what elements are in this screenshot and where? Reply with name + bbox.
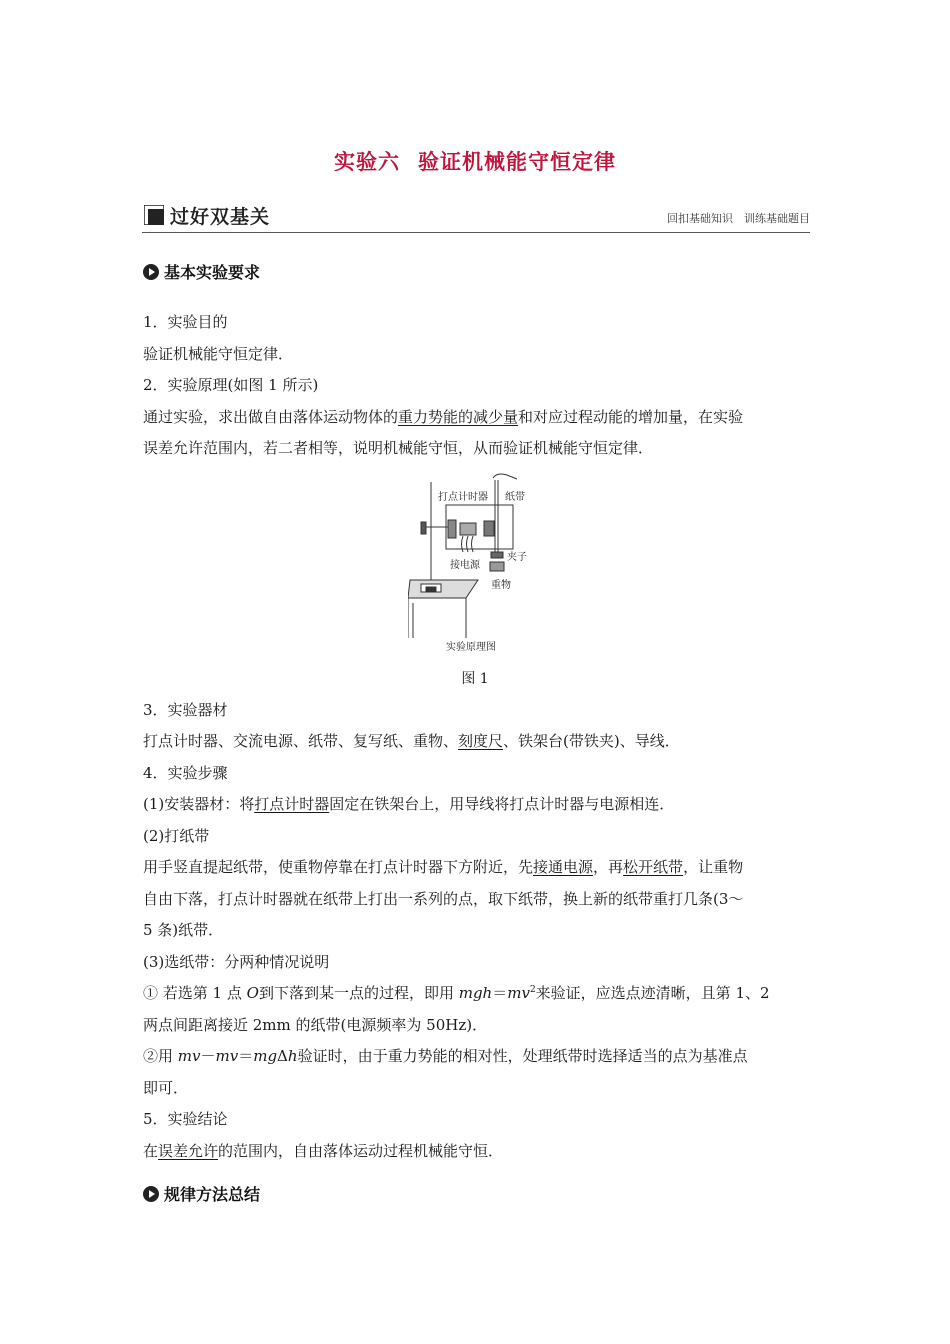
title-part-1: 实验六 [334, 150, 400, 174]
underlined-term: 刻度尺 [458, 732, 504, 750]
s2-title: 2．实验原理(如图 1 所示) [143, 376, 319, 394]
s1-title: 1．实验目的 [143, 313, 228, 331]
s1-text: 验证机械能守恒定律． [143, 345, 294, 363]
underlined-term: 误差允许 [158, 1142, 219, 1160]
subheading-basic-label: 基本实验要求 [164, 263, 261, 282]
s4-step2-line2: 自由下落，打点计时器就在纸带上打出一系列的点，取下纸带，换上新的纸带重打几条(3～ [143, 890, 744, 908]
label-power: 接电源 [450, 560, 480, 571]
s4-title: 4．实验步骤 [143, 764, 228, 782]
underlined-term: 重力势能的减少量 [398, 408, 519, 426]
s2-line2: 误差允许范围内，若二者相等，说明机械能守恒，从而验证机械能守恒定律． [143, 439, 654, 457]
s4-step2-title: (2)打纸带 [143, 827, 210, 845]
s4-step3-a-line2: 两点间距离接近 2mm 的纸带(电源频率为 50Hz)． [143, 1016, 488, 1034]
s4-step1: (1)安装器材：将打点计时器固定在铁架台上，用导线将打点计时器与电源相连． [143, 795, 675, 813]
s4-step2-line1: 用手竖直提起纸带，使重物停靠在打点计时器下方附近，先接通电源，再松开纸带，让重物 [143, 858, 744, 876]
s2-line1: 通过实验，求出做自由落体运动物体的重力势能的减少量和对应过程动能的增加量，在实验 [143, 408, 744, 426]
underlined-term: 松开纸带 [623, 858, 684, 876]
s5-title: 5．实验结论 [143, 1110, 228, 1128]
figure-caption: 图 1 [461, 671, 489, 687]
play-circle-icon [143, 1186, 159, 1202]
s3-text: 打点计时器、交流电源、纸带、复写纸、重物、刻度尺、铁架台(带铁夹)、导线． [143, 732, 680, 750]
section-square-icon [144, 205, 164, 225]
s4-step2-line3: 5 条)纸带． [143, 921, 224, 939]
label-caption: 实验原理图 [446, 642, 496, 653]
s4-step3-title: (3)选纸带：分两种情况说明 [143, 953, 330, 971]
section-title: 过好双基关 [170, 206, 271, 228]
experiment-diagram [408, 472, 530, 662]
s3-title: 3．实验器材 [143, 701, 228, 719]
subheading-rules-label: 规律方法总结 [164, 1185, 261, 1204]
label-timer: 打点计时器 [438, 492, 488, 503]
s4-step3-b-line2: 即可． [143, 1079, 189, 1097]
page-title [0, 146, 950, 176]
s5-text: 在误差允许的范围内，自由落体运动过程机械能守恒． [143, 1142, 504, 1160]
title-part-2: 验证机械能守恒定律 [418, 150, 616, 174]
label-clip: 夹子 [507, 552, 527, 563]
play-circle-icon [143, 264, 159, 280]
underlined-term: 接通电源 [533, 858, 594, 876]
label-tape: 纸带 [505, 492, 525, 503]
subheading-basic [143, 260, 260, 283]
subheading-rules [143, 1182, 260, 1205]
s4-step3-a-line1: ① 若选第 1 点 O到下落到某一点的过程，即用 $mgh=mv^2$来验证，应选点迹清晰，且第 1、2 [143, 984, 770, 1002]
section-subtitle: 回扣基础知识 训练基础题目 [667, 212, 810, 225]
label-weight: 重物 [491, 580, 511, 591]
s4-step3-b-line1: ②用 mv－mv＝mgΔh验证时，由于重力势能的相对性，处理纸带时选择适当的点为基准点 [143, 1047, 748, 1065]
underlined-term: 打点计时器 [254, 795, 330, 813]
section-header [142, 200, 810, 233]
